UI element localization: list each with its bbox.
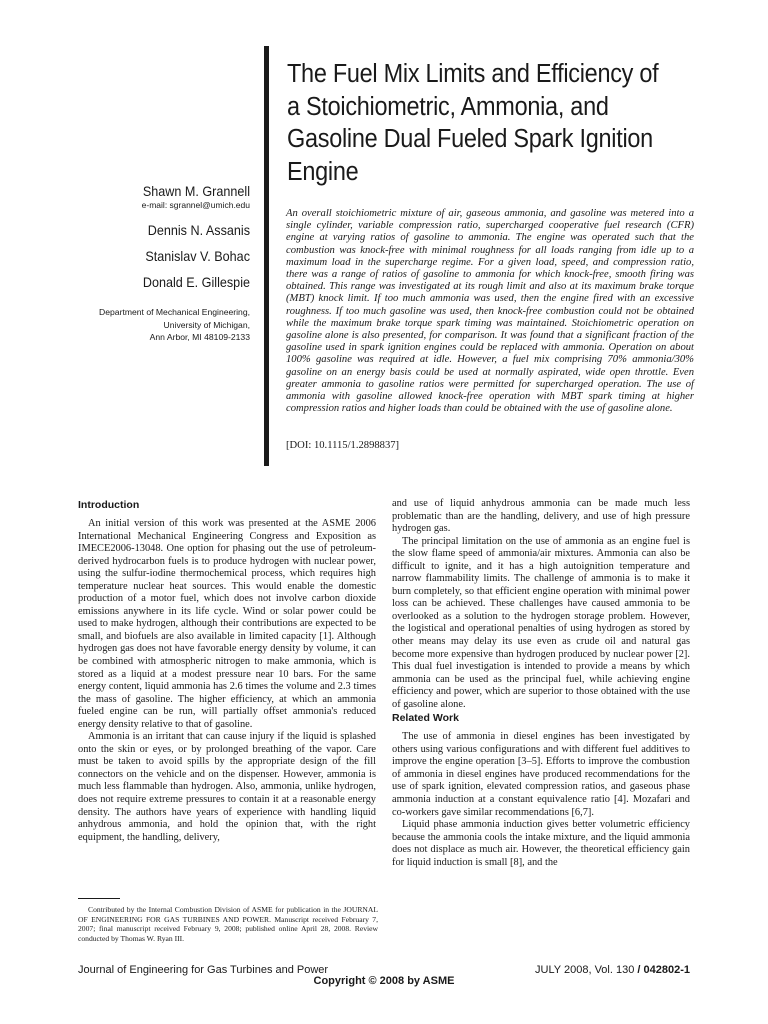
affiliation-line: University of Michigan, (163, 319, 250, 330)
right-column (392, 498, 690, 869)
paragraph: and use of liquid anhydrous ammonia can be made much less problematic than are the handling, delivery, and use of high pressure hydrogen gas. (392, 498, 690, 535)
affiliation (60, 306, 250, 344)
paragraph: The use of ammonia in diesel engines has been investigated by others using various configurations and with different fuel additives to improve the engine operation [3–5]. Efforts to improve the combustion of ammonia in diesel engines have produced recommendations for the use of spark ignition, elevated compression ratios, and gaseous phase ammonia induction at a constant equivalence ratio [4]. Mozafari and co-workers gave similar recommendations [6,7]. (392, 731, 690, 818)
paragraph: The principal limitation on the use of ammonia as an engine fuel is the slow flame speed of ammonia/air mixtures. Ammonia can also be difficult to ignite, and it has a high autoignition temperature and narrow flammability limits. The challenge of ammonia is to make it burn completely, so that efficient engine operation with minimal power loss can be achieved. These challenges have caused ammonia to be overlooked as a solution to the hydrogen storage problem. However, the logistical and operational penalties of using hydrogen as stored by other means may delay its use even as crude oil and natural gas become more expensive than hydrogen produced by nuclear power [2]. This dual fuel investigation is intended to provide a means by which ammonia can be used as the principal fuel, while achieving engine efficiency and power, which are superior to those obtained with the use of gasoline alone. (392, 535, 690, 710)
section-heading-related-work: Related Work (392, 712, 459, 725)
footnote-rule (78, 898, 120, 899)
affiliation-line: Ann Arbor, MI 48109-2133 (149, 332, 250, 342)
separator: / (634, 964, 644, 976)
paragraph: Liquid phase ammonia induction gives better volumetric efficiency because the ammonia cools the intake mixture, and the liquid ammonia does not displace as much air. However, the theoretical efficiency gain for liquid induction is small [8], and the (392, 819, 690, 868)
author-name: Dennis N. Assanis (147, 222, 250, 238)
author-list (60, 183, 250, 291)
doi[interactable]: [DOI: 10.1115/1.2898837] (286, 440, 400, 451)
paragraph: An initial version of this work was presented at the ASME 2006 International Mechanical Engineering Congress and Exposition as IMECE2006-13048. One option for phasing out the use of petroleum-derived hydrocarbon fuels is to produce hydrogen with nuclear power, using the sulfur-iodine thermochemical process, which requires high temperature nuclear heat sources. This would enable the domestic production of a motor fuel, which does not involve carbon dioxide emissions anywhere in its life cycle. Wind or solar power could be used to make hydrogen, although their contributions are expected to be small, and biofuels are also available in limited capacity [1]. Although hydrogen gas does not have favorable energy density by volume, it can be combined with atmospheric nitrogen to make ammonia, which is stored as a liquid at a modest pressure near 10 bars. For the same energy content, liquid ammonia has 2.6 times the volume and 2.3 times the mass of gasoline. The higher efficiency, at which an ammonia fueled engine can be run, will partially offset ammonia's reduced energy density relative to that of gasoline. (78, 518, 376, 730)
section-heading-introduction: Introduction (78, 499, 140, 511)
affiliation-line: Department of Mechanical Engineering, (99, 307, 250, 317)
article-number: 042802-1 (643, 964, 690, 976)
author-name: Shawn M. Grannell (142, 183, 250, 199)
copyright: Copyright © 2008 by ASME (313, 975, 455, 987)
footnote: Contributed by the Internal Combustion Division of ASME for publication in the JOURNAL OF ENGINEERING FOR GAS TURBINES AND POWER. Manuscript received February 7, 2007; final manuscript received February 9, 2008; published online April 28, 2008. Review conducted by Thomas W. Ryan III. (78, 905, 378, 943)
issue-date: JULY 2008, Vol. 130 (535, 964, 635, 976)
paragraph: Ammonia is an irritant that can cause injury if the liquid is splashed onto the skin or eyes, or by prolonged breathing of the vapor. Care must be taken to avoid spills by the appropriate design of the fill connectors on the vehicle and on the dispenser. However, ammonia is much less flammable than hydrogen. Also, ammonia, unlike hydrogen, does not require extreme pressures to contain it at a reasonable energy density. The authors have years of experience with handling liquid anhydrous ammonia, and hold the opinion that, with the right equipment, the handling, delivery, (78, 731, 376, 843)
left-column (78, 498, 376, 844)
author-name: Donald E. Gillespie (142, 274, 250, 290)
abstract: An overall stoichiometric mixture of air, gaseous ammonia, and gasoline was metered into a single cylinder, variable compression ratio, supercharged cooperative fuel research (CFR) engine at varying ratios of gasoline to ammonia. The engine was operated such that the combustion was knock-free with minimal roughness for all loads ranging from idle up to a maximum load in the supercharge regime. For a given load, speed, and compression ratio, there was a range of ratios of gasoline to ammonia for which knock-free, smooth firing was obtained. This range was investigated at its rough limit and also at its maximum brake torque (MBT) knock limit. If too much ammonia was used, then the engine fired with an excessive roughness. If too much gasoline was used, then knock-free combustion could not be obtained while the maximum brake torque spark timing was maintained. Stoichiometric operation on gasoline alone is also presented, for comparison. It was found that a significant fraction of the gasoline used in spark ignition engines could be replaced with ammonia. Operation on about 100% gasoline was required at idle. However, a fuel mix comprising 70% ammonia/30% gasoline on an energy basis could be used at normally aspirated, wide open throttle. Even greater ammonia to gasoline ratios were permitted for supercharged operation. The use of ammonia with gasoline allowed knock-free operation with MBT spark timing at higher compression ratios and higher loads than could be obtained with the use of gasoline alone. (286, 208, 694, 415)
author-email[interactable]: e-mail: sgrannel@umich.edu (141, 200, 250, 210)
paper-title: The Fuel Mix Limits and Efficiency of a Stoichiometric, Ammonia, and Gasoline Dual Fueled Spark Ignition Engine (287, 60, 659, 186)
author-name: Stanislav V. Bohac (145, 248, 250, 264)
title-rule (264, 46, 269, 466)
journal-name: Journal of Engineering for Gas Turbines and Power (78, 964, 329, 976)
